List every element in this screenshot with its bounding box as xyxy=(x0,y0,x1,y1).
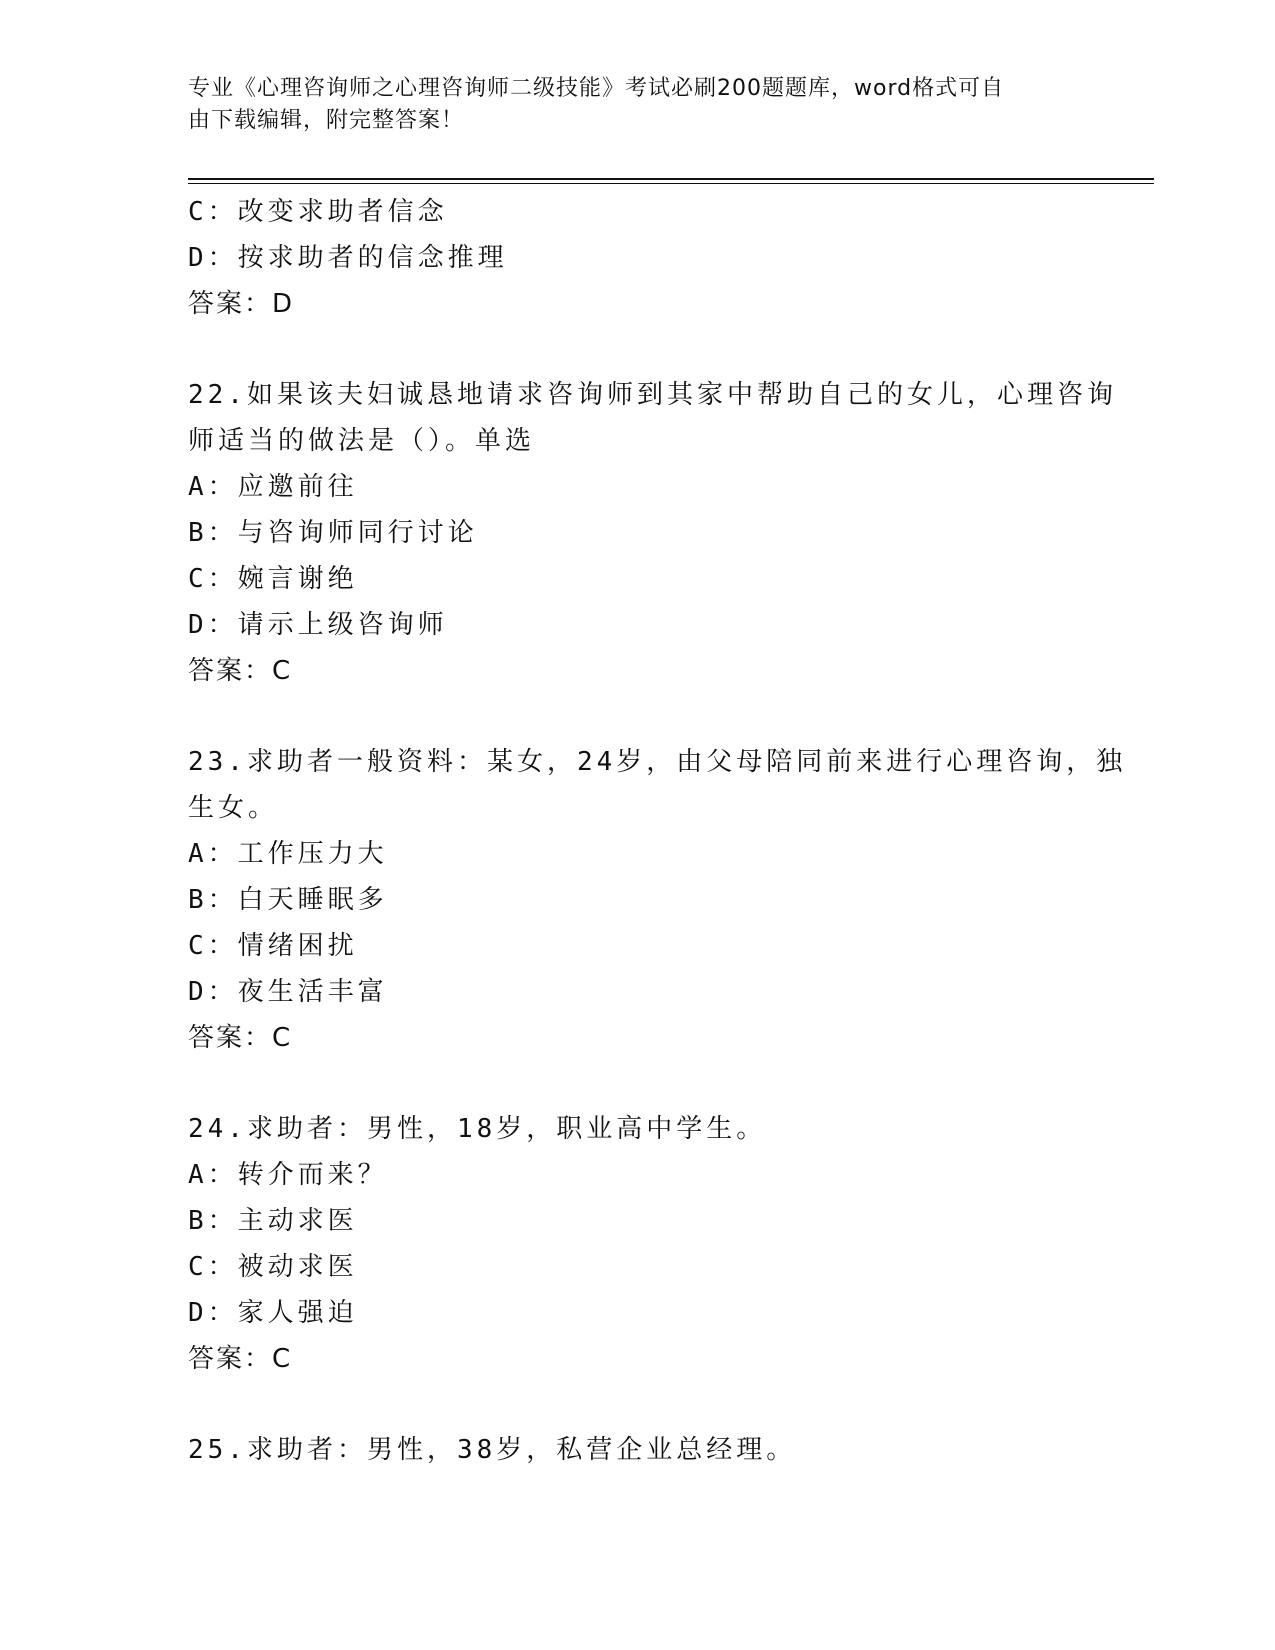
option-d: D：家人强迫 xyxy=(188,1298,358,1328)
option-d: D：请示上级咨询师 xyxy=(188,610,448,640)
header-divider-thin xyxy=(188,183,1154,184)
answer: 答案：C xyxy=(188,1023,293,1053)
question-24 xyxy=(188,1106,1088,1382)
question-21-continued xyxy=(188,189,1088,327)
question-text-line-2: 师适当的做法是（）。单选 xyxy=(188,426,536,456)
answer: 答案：C xyxy=(188,656,293,686)
question-text-line-1: 22.如果该夫妇诚恳地请求咨询师到其家中帮助自己的女儿，心理咨询 xyxy=(188,380,1117,410)
header-line-1: 专业《心理咨询师之心理咨询师二级技能》考试必刷200题题库，word格式可自 xyxy=(188,76,1005,101)
option-a: A：应邀前往 xyxy=(188,472,358,502)
question-23 xyxy=(188,739,1127,1061)
option-b: B：与咨询师同行讨论 xyxy=(188,518,478,548)
option-c: C：改变求助者信念 xyxy=(188,197,448,227)
question-text-line-1: 24.求助者：男性，18岁，职业高中学生。 xyxy=(188,1114,767,1144)
option-a: A：转介而来？ xyxy=(188,1160,388,1190)
option-b: B：主动求医 xyxy=(188,1206,358,1236)
option-b: B：白天睡眠多 xyxy=(188,885,388,915)
header-line-2: 由下载编辑，附完整答案！ xyxy=(188,108,465,133)
question-list xyxy=(188,189,1127,1473)
answer: 答案：D xyxy=(188,289,295,319)
document-header xyxy=(188,73,1068,137)
header-divider-thick xyxy=(188,178,1154,180)
option-c: C：被动求医 xyxy=(188,1252,358,1282)
option-a: A：工作压力大 xyxy=(188,839,388,869)
option-d: D：夜生活丰富 xyxy=(188,977,388,1007)
option-c: C：婉言谢绝 xyxy=(188,564,358,594)
question-text-line-1: 25.求助者：男性，38岁，私营企业总经理。 xyxy=(188,1435,797,1465)
option-d: D：按求助者的信念推理 xyxy=(188,243,508,273)
question-22 xyxy=(188,372,1117,694)
answer: 答案：C xyxy=(188,1344,293,1374)
question-25 xyxy=(188,1427,1088,1473)
question-text-line-1: 23.求助者一般资料：某女，24岁，由父母陪同前来进行心理咨询，独 xyxy=(188,747,1127,777)
question-text-line-2: 生女。 xyxy=(188,793,279,823)
option-c: C：情绪困扰 xyxy=(188,931,358,961)
